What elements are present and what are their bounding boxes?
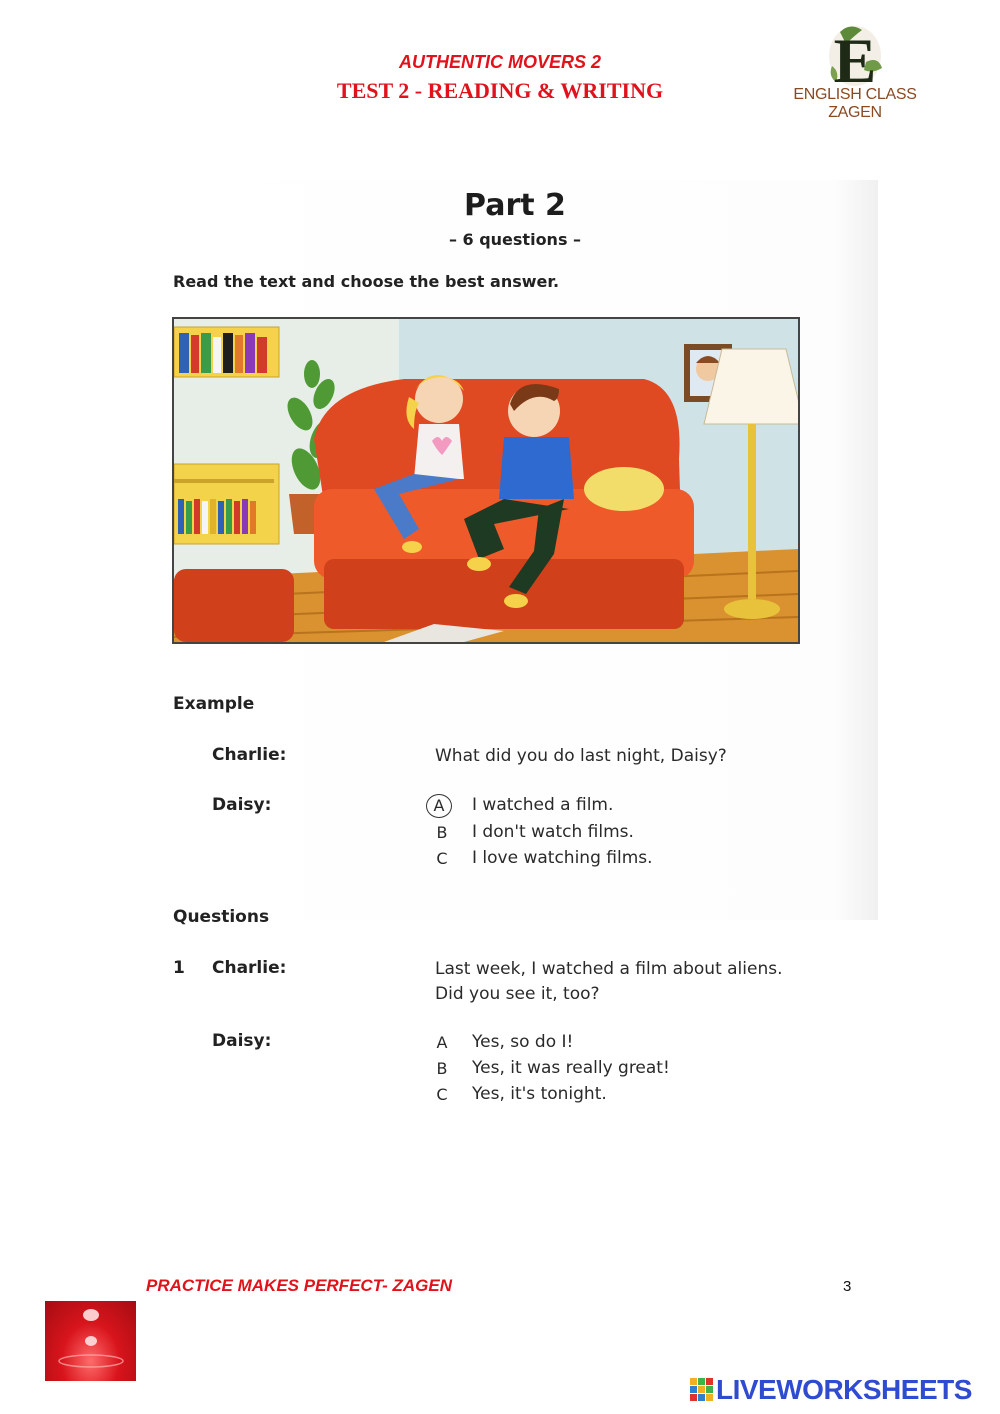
option-text: Yes, it's tonight. (472, 1084, 607, 1104)
svg-text:E: E (833, 25, 877, 88)
header-title: AUTHENTIC MOVERS 2 (398, 52, 602, 72)
example-option-c (0, 848, 1000, 872)
option-text: Yes, it was really great! (472, 1058, 670, 1078)
living-room-illustration (172, 317, 800, 644)
q1-charlie-line-1: Last week, I watched a film about aliens. (435, 959, 783, 979)
option-letter: C (436, 849, 448, 868)
english-class-zagen-logo (770, 22, 940, 121)
option-text: Yes, so do I! (472, 1032, 574, 1052)
q1-speaker-daisy: Daisy: (212, 1031, 272, 1051)
example-speaker-charlie: Charlie: (212, 745, 287, 765)
option-text: I love watching films. (472, 848, 653, 868)
part-subtitle: – 6 questions – (448, 230, 582, 249)
page-number: 3 (843, 1278, 852, 1295)
footer-slogan: PRACTICE MAKES PERFECT- ZAGEN (146, 1276, 453, 1295)
option-letter: A (436, 1033, 448, 1052)
questions-label: Questions (173, 907, 270, 927)
option-letter: B (436, 1059, 448, 1078)
liveworksheets-icon (690, 1378, 714, 1402)
header-subtitle: TEST 2 - READING & WRITING (336, 78, 664, 103)
part-title: Part 2 (464, 188, 566, 223)
q1-option-a[interactable] (0, 1032, 1000, 1056)
question-number: 1 (173, 958, 185, 978)
instruction: Read the text and choose the best answer. (173, 272, 560, 291)
option-text: I watched a film. (472, 795, 614, 815)
q1-charlie-line-2: Did you see it, too? (435, 984, 600, 1004)
water-drop-image (45, 1301, 136, 1381)
example-speaker-daisy: Daisy: (212, 795, 272, 815)
example-option-a (0, 794, 1000, 818)
selected-answer-circle: A (426, 794, 452, 818)
example-charlie-line: What did you do last night, Daisy? (435, 746, 727, 766)
liveworksheets-brand[interactable] (690, 1374, 990, 1406)
option-text: I don't watch films. (472, 822, 634, 842)
example-label: Example (173, 694, 255, 714)
q1-option-b[interactable] (0, 1058, 1000, 1082)
logo-text: ENGLISH CLASS ZAGEN (793, 86, 917, 121)
option-letter: B (436, 823, 448, 842)
option-letter: C (436, 1085, 448, 1104)
liveworksheets-wordmark: LIVEWORKSHEETS (716, 1374, 972, 1405)
example-option-b (0, 822, 1000, 846)
q1-speaker-charlie: Charlie: (212, 958, 287, 978)
q1-option-c[interactable] (0, 1084, 1000, 1108)
